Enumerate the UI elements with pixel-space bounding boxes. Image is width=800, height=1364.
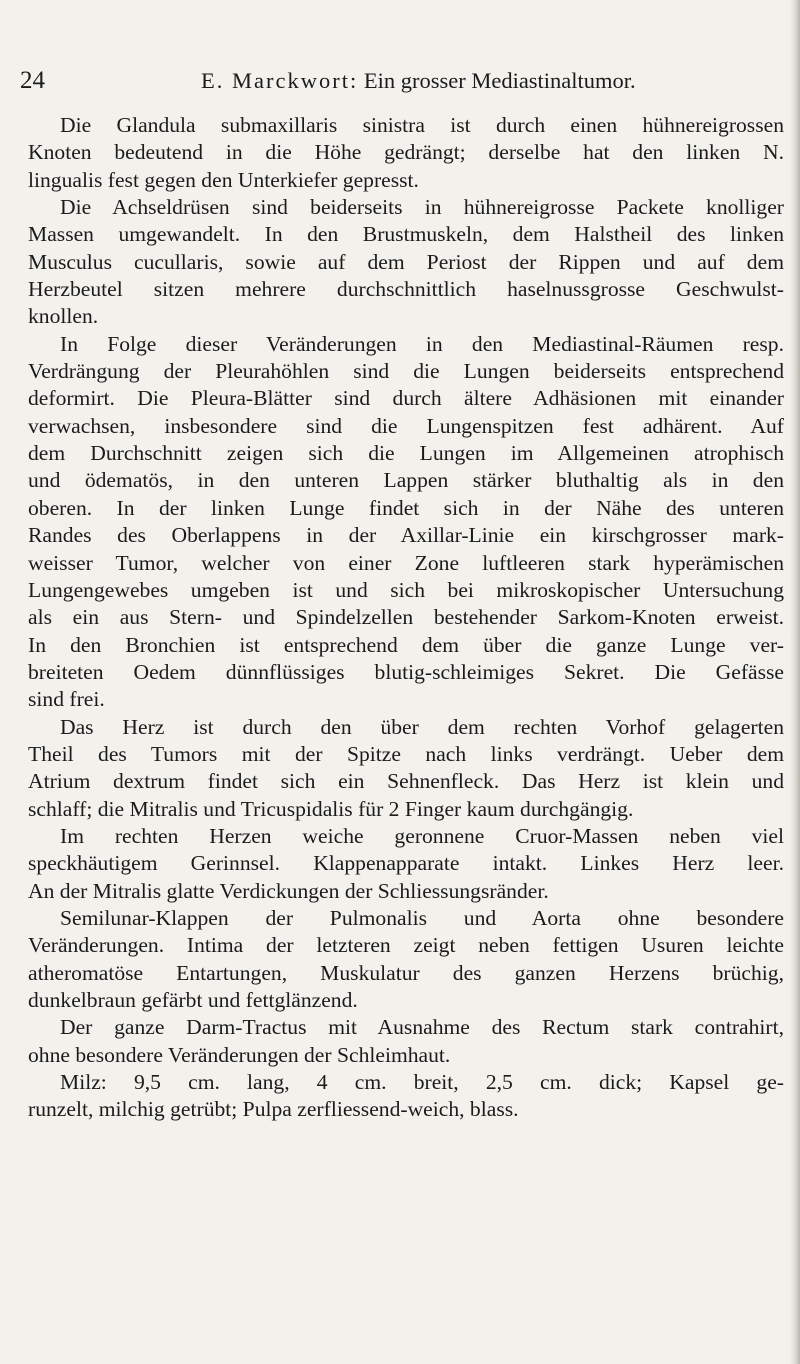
text-line: als ein aus Stern- und Spindelzellen bestehender Sarkom-Knoten erweist. <box>28 605 784 630</box>
text-line: oberen. In der linken Lunge findet sich in der Nähe des unteren <box>28 495 784 520</box>
body-text <box>28 112 784 1124</box>
paragraph-achseldruesen <box>28 194 784 331</box>
text-line: Das Herz ist durch den über dem rechten Vorhof gelagerten <box>60 714 784 739</box>
paragraph-milz <box>28 1069 784 1124</box>
author-name: E. Marckwort: <box>201 68 359 93</box>
running-header <box>20 66 780 96</box>
text-line: speckhäutigem Gerinnsel. Klappenapparate intakt. Linkes Herz leer. <box>28 851 784 876</box>
text-line: dem Durchschnitt zeigen sich die Lungen im Allgemeinen atrophisch <box>28 441 784 466</box>
article-title: Ein grosser Mediastinaltumor. <box>363 68 636 93</box>
text-line: breiteten Oedem dünnflüssiges blutig-schleimiges Sekret. Die Gefässe <box>28 659 784 684</box>
text-line: dunkelbraun gefärbt und fettglänzend. <box>28 988 358 1012</box>
text-line: Semilunar-Klappen der Pulmonalis und Aorta ohne besondere <box>60 905 784 930</box>
paragraph-glandula <box>28 112 784 194</box>
text-line: schlaff; die Mitralis und Tricuspidalis für 2 Finger kaum durchgängig. <box>28 796 634 821</box>
text-line: Massen umgewandelt. In den Brustmuskeln, dem Halstheil des linken <box>28 222 784 247</box>
text-line: Die Glandula submaxillaris sinistra ist durch einen hühnereigrossen <box>60 113 784 137</box>
paragraph-darm <box>28 1014 784 1069</box>
text-line: Im rechten Herzen weiche geronnene Cruor-Massen neben viel <box>60 823 784 848</box>
running-title <box>201 66 636 96</box>
text-line: Herzbeutel sitzen mehrere durchschnittlich haselnussgrosse Geschwulst- <box>28 277 784 302</box>
text-line: atheromatöse Entartungen, Muskulatur des ganzen Herzens brüchig, <box>28 960 784 985</box>
paragraph-lungen <box>28 331 784 714</box>
text-line: Der ganze Darm-Tractus mit Ausnahme des Rectum stark contrahirt, <box>60 1015 784 1040</box>
text-line: Randes des Oberlappens in der Axillar-Linie ein kirschgrosser mark- <box>28 523 784 548</box>
text-line: weisser Tumor, welcher von einer Zone luftleeren stark hyperämischen <box>28 550 784 575</box>
text-line: In Folge dieser Veränderungen in den Mediastinal-Räumen resp. <box>60 331 784 356</box>
paragraph-rechtes-herz <box>28 823 784 905</box>
text-line: und ödematös, in den unteren Lappen stärker bluthaltig als in den <box>28 468 784 493</box>
page-number: 24 <box>20 67 45 94</box>
paragraph-semilunar <box>28 905 784 1014</box>
text-line: Lungengewebes umgeben ist und sich bei mikroskopischer Untersuchung <box>28 577 784 602</box>
text-line: runzelt, milchig getrübt; Pulpa zerfliessend-weich, blass. <box>28 1097 519 1122</box>
text-line: sind frei. <box>28 687 105 712</box>
page-edge <box>790 0 800 1364</box>
text-line: knollen. <box>28 304 99 329</box>
text-line: ohne besondere Veränderungen der Schleimhaut. <box>28 1042 451 1067</box>
paragraph-herz <box>28 714 784 823</box>
text-line: In den Bronchien ist entsprechend dem über die ganze Lunge ver- <box>28 632 784 657</box>
text-line: Theil des Tumors mit der Spitze nach links verdrängt. Ueber dem <box>28 741 784 766</box>
text-line: Verdrängung der Pleurahöhlen sind die Lungen beiderseits entsprechend <box>28 359 784 384</box>
text-line: Musculus cucullaris, sowie auf dem Periost der Rippen und auf dem <box>28 249 784 274</box>
text-line: Milz: 9,5 cm. lang, 4 cm. breit, 2,5 cm. dick; Kapsel ge- <box>60 1070 784 1095</box>
text-line: verwachsen, insbesondere sind die Lungenspitzen fest adhärent. Auf <box>28 413 784 438</box>
text-line: Knoten bedeutend in die Höhe gedrängt; derselbe hat den linken N. <box>28 140 784 165</box>
text-line: Veränderungen. Intima der letzteren zeigt neben fettigen Usuren leichte <box>28 933 784 958</box>
text-line: Atrium dextrum findet sich ein Sehnenfleck. Das Herz ist klein und <box>28 769 784 794</box>
text-line: deformirt. Die Pleura-Blätter sind durch ältere Adhäsionen mit einander <box>28 386 784 411</box>
text-line: An der Mitralis glatte Verdickungen der Schliessungsränder. <box>28 878 549 903</box>
text-line: Die Achseldrüsen sind beiderseits in hühnereigrosse Packete knolliger <box>60 195 784 220</box>
text-line: lingualis fest gegen den Unterkiefer gepresst. <box>28 167 419 192</box>
